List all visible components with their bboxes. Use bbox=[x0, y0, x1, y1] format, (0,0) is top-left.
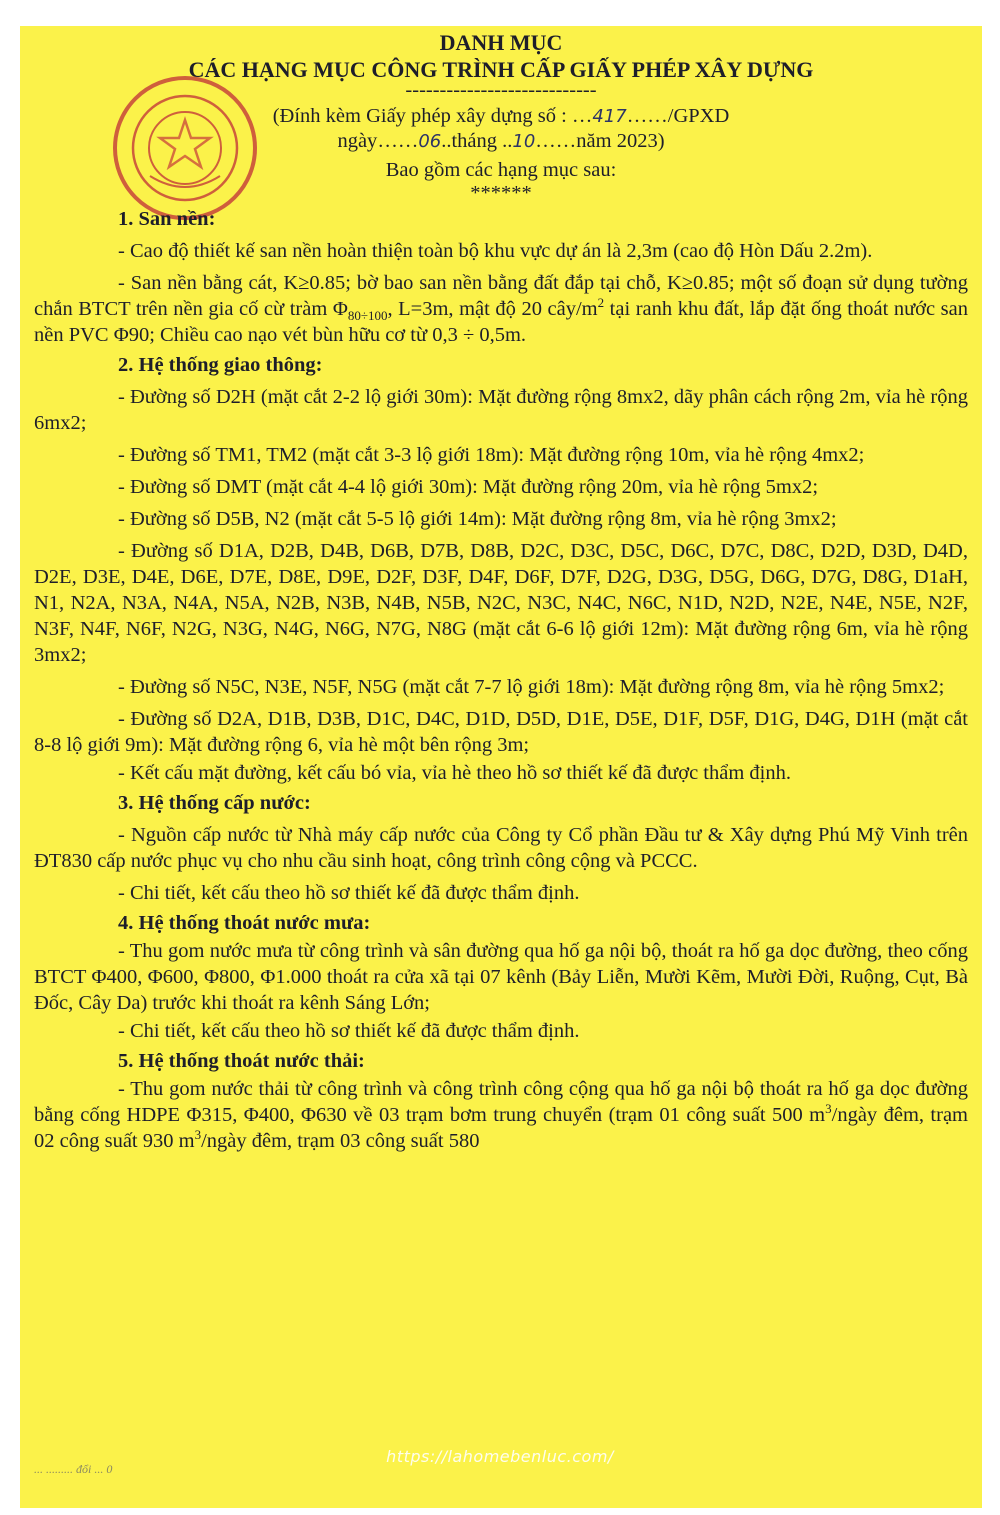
date-line: ngày……06..tháng ..10……năm 2023) bbox=[337, 130, 665, 152]
section-2-paragraph-3: - Đường số DMT (mặt cắt 4-4 lộ giới 30m): Mặt đường rộng 20m, vỉa hè rộng 5mx2; bbox=[118, 476, 819, 498]
permit-month: 10 bbox=[512, 131, 536, 152]
section-2-paragraph-4: - Đường số D5B, N2 (mặt cắt 5-5 lộ giới 14m): Mặt đường rộng 8m, vỉa hè rộng 3mx2; bbox=[118, 508, 837, 530]
title-divider: ---------------------------- bbox=[405, 79, 597, 101]
document-subtitle: CÁC HẠNG MỤC CÔNG TRÌNH CẤP GIẤY PHÉP XÂY DỰNG bbox=[188, 57, 814, 82]
section-2-paragraph-5: - Đường số D1A, D2B, D4B, D6B, D7B, D8B, D2C, D3C, D5C, D6C, D7C, D8C, D2D, D3D, D4D, D2E, D3E, D4E, D6E, D7E, D8E, D9E, D2F, D3F, D4F, D6F, D7F, D2G, D3G, D5G, D6G, D7G, D8G, D1aH, N1, N2A, N3A, N4A, N5A, N2B, N3B, N4B, N5B, N2C, N3C, N4C, N6C, N1D, N2D, N2E, N4E, N5E, N2F, N3F, N4F, N6F, N2G, N3G, N4G, N6G, N7G, N8G (mặt cắt 6-6 lộ giới 12m): Mặt đường rộng 6m, vỉa hè rộng 3mx2; bbox=[34, 540, 968, 666]
date-month-label: tháng bbox=[451, 130, 498, 152]
attachment-prefix: (Đính kèm Giấy phép xây dựng số : bbox=[272, 105, 572, 127]
section-3-paragraph-1: - Nguồn cấp nước từ Nhà máy cấp nước của Công ty Cổ phần Đầu tư & Xây dựng Phú Mỹ Vinh trên ĐT830 cấp nước phục vụ cho nhu cầu sinh hoạt, công trình công cộng và PCCC. bbox=[34, 824, 968, 872]
section-5-heading: 5. Hệ thống thoát nước thải: bbox=[118, 1050, 365, 1072]
date-year: năm 2023) bbox=[576, 130, 665, 152]
section-2-paragraph-6: - Đường số N5C, N3E, N5F, N5G (mặt cắt 7-7 lộ giới 18m): Mặt đường rộng 8m, vỉa hè rộng 5mx2; bbox=[118, 676, 945, 698]
section-4-paragraph-2: - Chi tiết, kết cấu theo hồ sơ thiết kế đã được thẩm định. bbox=[118, 1020, 580, 1042]
section-4-heading: 4. Hệ thống thoát nước mưa: bbox=[118, 912, 371, 934]
section-3-heading: 3. Hệ thống cấp nước: bbox=[118, 792, 311, 814]
section-3-paragraph-2: - Chi tiết, kết cấu theo hồ sơ thiết kế đã được thẩm định. bbox=[118, 882, 580, 904]
attachment-suffix: /GPXD bbox=[667, 105, 730, 127]
section-2-paragraph-2: - Đường số TM1, TM2 (mặt cắt 3-3 lộ giới 18m): Mặt đường rộng 10m, vỉa hè rộng 4mx2; bbox=[118, 444, 865, 466]
section-4-paragraph-1: - Thu gom nước mưa từ công trình và sân đường qua hố ga nội bộ, thoát ra hố ga dọc đường, theo cống BTCT Φ400, Φ600, Φ800, Φ1.000 thoát ra cửa xã tại 07 kênh (Bảy Liễn, Mười Kẽm, Mười Đời, Ruộng, Cụt, Bà Đốc, Cây Da) trước khi thoát ra kênh Sáng Lớn; bbox=[34, 940, 968, 1014]
permit-day: 06 bbox=[418, 131, 442, 152]
section-2-paragraph-1: - Đường số D2H (mặt cắt 2-2 lộ giới 30m): Mặt đường rộng 8mx2, dãy phân cách rộng 2m, vỉa hè rộng 6mx2; bbox=[34, 386, 968, 434]
watermark-link: https://lahomebenluc.com/ bbox=[386, 1447, 614, 1466]
section-2-heading: 2. Hệ thống giao thông: bbox=[118, 354, 323, 376]
section-2-paragraph-7: - Đường số D2A, D1B, D3B, D1C, D4C, D1D, D5D, D1E, D5E, D1F, D5F, D1G, D4G, D1H (mặt cắt 8-8 lộ giới 9m): Mặt đường rộng 6, vỉa hè một bên rộng 3m; bbox=[34, 708, 968, 756]
section-2-paragraph-8: - Kết cấu mặt đường, kết cấu bó vỉa, vỉa hè theo hồ sơ thiết kế đã được thẩm định. bbox=[118, 762, 791, 784]
document-body bbox=[34, 26, 968, 1154]
includes-line: Bao gồm các hạng mục sau: bbox=[385, 159, 617, 181]
section-1-heading: 1. San nền: bbox=[118, 208, 216, 230]
attachment-line: (Đính kèm Giấy phép xây dựng số : …417……/GPXD bbox=[272, 105, 730, 127]
stars-divider: ****** bbox=[470, 182, 532, 204]
permit-number: 417 bbox=[592, 106, 627, 127]
document-page bbox=[20, 26, 982, 1508]
section-1-paragraph-2: - San nền bằng cát, K≥0.85; bờ bao san nền bằng đất đắp tại chỗ, K≥0.85; một số đoạn sử dụng tường chắn BTCT trên nền gia cố cừ tràm $\Phi_{80\div 100}$, L=3m, mật độ 20 cây/$m^2$ tại ranh khu đất, lắp đặt ống thoát nước san nền PVC Φ90; Chiều cao nạo vét bùn hữu cơ từ 0,3 ÷ 0,5m. bbox=[34, 272, 969, 346]
section-1-paragraph-1: - Cao độ thiết kế san nền hoàn thiện toàn bộ khu vực dự án là 2,3m (cao độ Hòn Dấu 2.2m). bbox=[118, 240, 873, 262]
footer-note: ... ......... đổi ... 0 bbox=[34, 1462, 113, 1476]
section-5-paragraph-1: - Thu gom nước thải từ công trình và công trình công cộng qua hố ga nội bộ thoát ra hố ga dọc đường bằng cống HDPE Φ315, Φ400, Φ630 về 03 trạm bơm trung chuyển (trạm 01 công suất 500 $m^3$/ngày đêm, trạm 02 công suất 930 $m^3$/ngày đêm, trạm 03 công suất 580 bbox=[34, 1078, 969, 1152]
date-prefix: ngày bbox=[337, 130, 378, 152]
document-title: DANH MỤC bbox=[439, 30, 563, 55]
